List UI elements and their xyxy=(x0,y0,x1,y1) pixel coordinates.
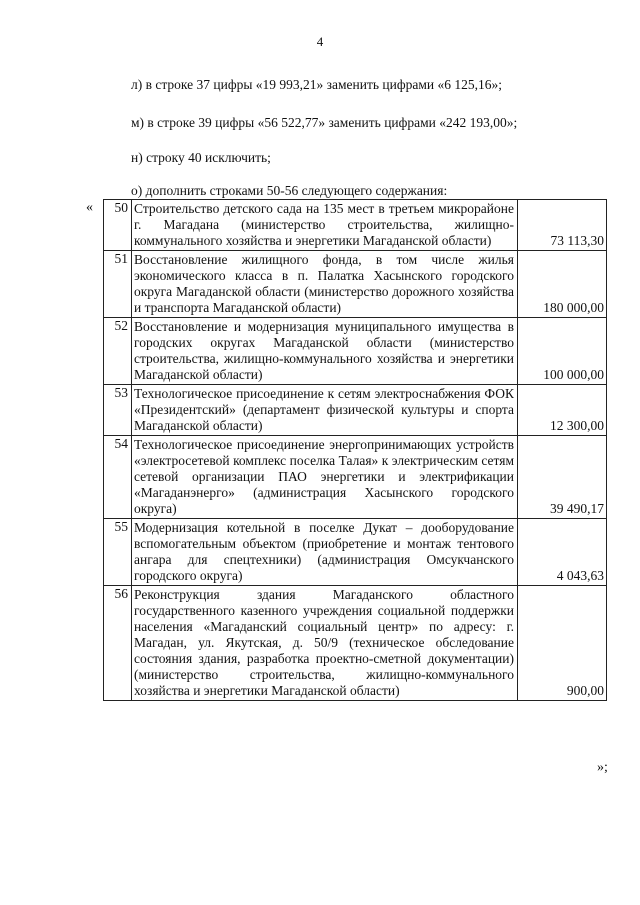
row-amount: 12 300,00 xyxy=(518,385,607,436)
row-description: Модернизация котельной в поселке Дукат – дооборудование вспомогательным объектом (приобретение и монтаж тентового ангара для спецтехники) (администрация Омсукчанского городского округа) xyxy=(132,519,518,586)
row-number: 52 xyxy=(104,318,132,385)
amendment-m: м) в строке 39 цифры «56 522,77» заменить цифрами «242 193,00»; xyxy=(131,115,518,130)
table-row xyxy=(104,586,607,701)
row-description: Восстановление и модернизация муниципального имущества в городских округах Магаданской области (министерство строительства, жилищно-коммунального хозяйства и энергетики Магаданской области) xyxy=(132,318,518,385)
row-number: 56 xyxy=(104,586,132,701)
row-number: 55 xyxy=(104,519,132,586)
amendment-l: л) в строке 37 цифры «19 993,21» заменить цифрами «6 125,16»; xyxy=(131,77,502,92)
table-row xyxy=(104,318,607,385)
row-description: Восстановление жилищного фонда, в том числе жилья экономического класса в п. Палатка Хасынского городского округа Магаданской области (министерство дорожного хозяйства и транспорта Магаданской области) xyxy=(132,251,518,318)
items-table xyxy=(103,199,607,701)
page-number: 4 xyxy=(316,34,324,49)
row-description: Строительство детского сада на 135 мест в третьем микрорайоне г. Магадана (министерство строительства, жилищно-коммунального хозяйства и энергетики Магаданской области) xyxy=(132,200,518,251)
row-amount: 73 113,30 xyxy=(518,200,607,251)
table-row xyxy=(104,519,607,586)
row-amount: 39 490,17 xyxy=(518,436,607,519)
table-row xyxy=(104,385,607,436)
row-amount: 100 000,00 xyxy=(518,318,607,385)
row-number: 53 xyxy=(104,385,132,436)
row-description: Технологическое присоединение к сетям электроснабжения ФОК «Президентский» (департамент физической культуры и спорта Магаданской области) xyxy=(132,385,518,436)
row-number: 54 xyxy=(104,436,132,519)
table-row xyxy=(104,251,607,318)
table-row xyxy=(104,436,607,519)
row-description: Реконструкция здания Магаданского областного государственного казенного учреждения социальной поддержки населения «Магаданский социальный центр» по адресу: г. Магадан, ул. Якутская, д. 50/9 (техническое обследование состояния здания, разработка проектно-сметной документации) (министерство строительства, жилищно-коммунального хозяйства и энергетики Магаданской области) xyxy=(132,586,518,701)
row-amount: 180 000,00 xyxy=(518,251,607,318)
amendment-n: н) строку 40 исключить; xyxy=(131,150,271,165)
row-number: 50 xyxy=(104,200,132,251)
table-row xyxy=(104,200,607,251)
row-amount: 4 043,63 xyxy=(518,519,607,586)
amendment-o: о) дополнить строками 50-56 следующего содержания: xyxy=(131,183,448,198)
row-description: Технологическое присоединение энергопринимающих устройств «электросетевой комплекс поселка Талая» к электрическим сетям сетевой организации ПАО энергетики и электрификации «Магаданэнерго» (администрация Хасынского городского округа) xyxy=(132,436,518,519)
opening-quote: « xyxy=(86,200,93,215)
row-number: 51 xyxy=(104,251,132,318)
closing-quote: »; xyxy=(597,760,608,775)
row-amount: 900,00 xyxy=(518,586,607,701)
